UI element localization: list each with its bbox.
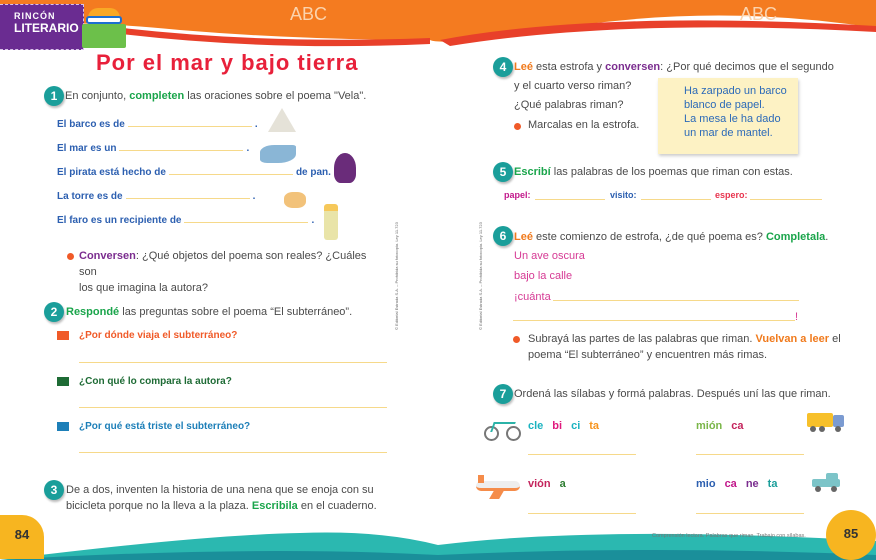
question-1: ¿Por dónde viaja el subterráneo? xyxy=(79,330,238,341)
exercise-6-instruction: Leé este comienzo de estrofa, ¿de qué poema es? Completala. xyxy=(514,231,829,243)
answer-line[interactable] xyxy=(79,452,387,453)
syllables-avion: vión a xyxy=(528,478,566,490)
bullet-icon xyxy=(67,253,74,260)
exercise-4-bullet: Marcalas en la estrofa. xyxy=(528,119,640,131)
sentence-3-label: El pirata está hecho de xyxy=(57,167,166,178)
copyright-notice-left: © Editorial Estrada S.A. – Prohibida su fotocopia. Ley 11.723 xyxy=(394,222,399,330)
question-2: ¿Con qué lo compara la autora? xyxy=(79,376,232,387)
answer-line[interactable] xyxy=(750,199,822,200)
answer-line[interactable] xyxy=(535,199,605,200)
truck-icon xyxy=(807,411,845,433)
exercise-7-instruction: Ordená las sílabas y formá palabras. Después uní las que riman. xyxy=(514,388,831,400)
answer-line[interactable] xyxy=(696,454,804,455)
flag-icon xyxy=(57,331,69,340)
rhyme-word-visito: visito: xyxy=(610,190,637,200)
sentence-2-label: El mar es un xyxy=(57,143,117,154)
rhyme-word-papel: papel: xyxy=(504,190,531,200)
exercise-number-1: 1 xyxy=(44,86,64,106)
answer-line[interactable] xyxy=(528,513,636,514)
badge-line-2: LITERARIO xyxy=(14,21,79,35)
verse-1: Un ave oscura xyxy=(514,250,585,262)
exercise-6-bullet: Subrayá las partes de las palabras que riman. Vuelvan a leer el poema “El subterráneo” y encuentren más rimas. xyxy=(528,333,841,361)
rincon-literario-badge xyxy=(0,4,84,50)
exercise-4-line3: ¿Qué palabras riman? xyxy=(514,99,624,111)
exercise-number-6: 6 xyxy=(493,226,513,246)
rhyme-word-espero: espero: xyxy=(715,190,748,200)
page-title: Por el mar y bajo tierra xyxy=(96,50,359,75)
answer-line[interactable] xyxy=(79,362,387,363)
copyright-notice-right: © Editorial Estrada S.A. – Prohibida su fotocopia. Ley 11.723 xyxy=(478,222,483,330)
answer-line[interactable] xyxy=(79,407,387,408)
answer-line[interactable] xyxy=(513,320,795,321)
bicycle-icon xyxy=(484,414,522,442)
verse-exclaim: ! xyxy=(795,311,799,323)
answer-line[interactable] xyxy=(641,199,711,200)
sentence-3-end: de pan. xyxy=(295,167,331,178)
exercise-1-bullet: Conversen: ¿Qué objetos del poema son reales? ¿Cuáles son los que imagina la autora? xyxy=(79,250,367,294)
sentence-4-end: . xyxy=(252,191,256,202)
sentence-2-end: . xyxy=(246,143,250,154)
exercise-number-3: 3 xyxy=(44,480,64,500)
stanza-verse: La mesa le ha dado xyxy=(684,113,781,125)
sentence-5 xyxy=(57,215,314,226)
badge-line-1: RINCÓN xyxy=(14,11,56,21)
stanza-verse: blanco de papel. xyxy=(684,99,765,111)
syllables-bicicleta: cle bi ci ta xyxy=(528,420,600,432)
sentence-2 xyxy=(57,143,249,154)
stanza-verse: Ha zarpado un barco xyxy=(684,85,787,97)
sentence-4-label: La torre es de xyxy=(57,191,123,202)
page-number-right: 85 xyxy=(826,510,876,560)
sentence-5-label: El faro es un recipiente de xyxy=(57,215,182,226)
exercise-number-7: 7 xyxy=(493,384,513,404)
answer-line[interactable] xyxy=(553,300,799,301)
exercise-4-instruction: Leé esta estrofa y conversen: ¿Por qué decimos que el segundo xyxy=(514,61,834,73)
airplane-icon xyxy=(476,475,520,499)
syllables-camioneta: mio ca ne ta xyxy=(696,478,778,490)
exercise-number-2: 2 xyxy=(44,302,64,322)
lighthouse-candle-icon xyxy=(324,204,338,240)
exercise-number-4: 4 xyxy=(493,57,513,77)
blue-cloth-icon xyxy=(260,145,296,163)
verse-3: ¡cuánta xyxy=(514,291,551,303)
banner-abc-doodle-right: ABC xyxy=(740,4,778,24)
answer-line[interactable] xyxy=(119,150,243,151)
pirate-icon xyxy=(334,153,356,183)
exercise-2-instruction: Respondé las preguntas sobre el poema “El subterráneo”. xyxy=(66,306,353,318)
sandcastle-icon xyxy=(284,192,306,208)
bullet-icon xyxy=(514,123,521,130)
sentence-4 xyxy=(57,191,255,202)
sentence-5-end: . xyxy=(311,215,315,226)
answer-line[interactable] xyxy=(184,222,308,223)
paper-boat-icon xyxy=(268,108,296,132)
syllables-camion: mión ca xyxy=(696,420,744,432)
verse-2: bajo la calle xyxy=(514,270,573,282)
stanza-note xyxy=(658,78,798,154)
answer-line[interactable] xyxy=(528,454,636,455)
bullet-icon xyxy=(513,336,520,343)
flag-icon xyxy=(57,422,69,431)
exercise-4-line2: y el cuarto verso riman? xyxy=(514,80,632,92)
question-3: ¿Por qué está triste el subterráneo? xyxy=(79,421,251,432)
exercise-3-instruction: De a dos, inventen la historia de una nena que se enoja con su bicicleta porque no la lleva a la plaza. Escribila en el cuaderno. xyxy=(66,484,377,512)
sentence-1 xyxy=(57,119,258,130)
answer-line[interactable] xyxy=(169,174,293,175)
exercise-number-5: 5 xyxy=(493,162,513,182)
banner-abc-doodle: ABC xyxy=(290,4,328,24)
stanza-verse: un mar de mantel. xyxy=(684,127,773,139)
answer-line[interactable] xyxy=(126,198,250,199)
footer-topics: Comprensión lectora. Palabras que riman. Trabajo con sílabas. xyxy=(652,533,806,539)
sentence-1-end: . xyxy=(254,119,258,130)
answer-line[interactable] xyxy=(128,126,252,127)
sentence-1-label: El barco es de xyxy=(57,119,125,130)
sentence-3 xyxy=(57,167,331,178)
exercise-1-instruction: En conjunto, completen las oraciones sobre el poema "Vela". xyxy=(65,90,367,102)
flag-icon xyxy=(57,377,69,386)
pickup-truck-icon xyxy=(812,473,840,493)
page-number-left: 84 xyxy=(0,515,44,559)
book-mascot-icon xyxy=(82,8,126,48)
answer-line[interactable] xyxy=(696,513,804,514)
exercise-5-instruction: Escribí las palabras de los poemas que riman con estas. xyxy=(514,166,793,178)
